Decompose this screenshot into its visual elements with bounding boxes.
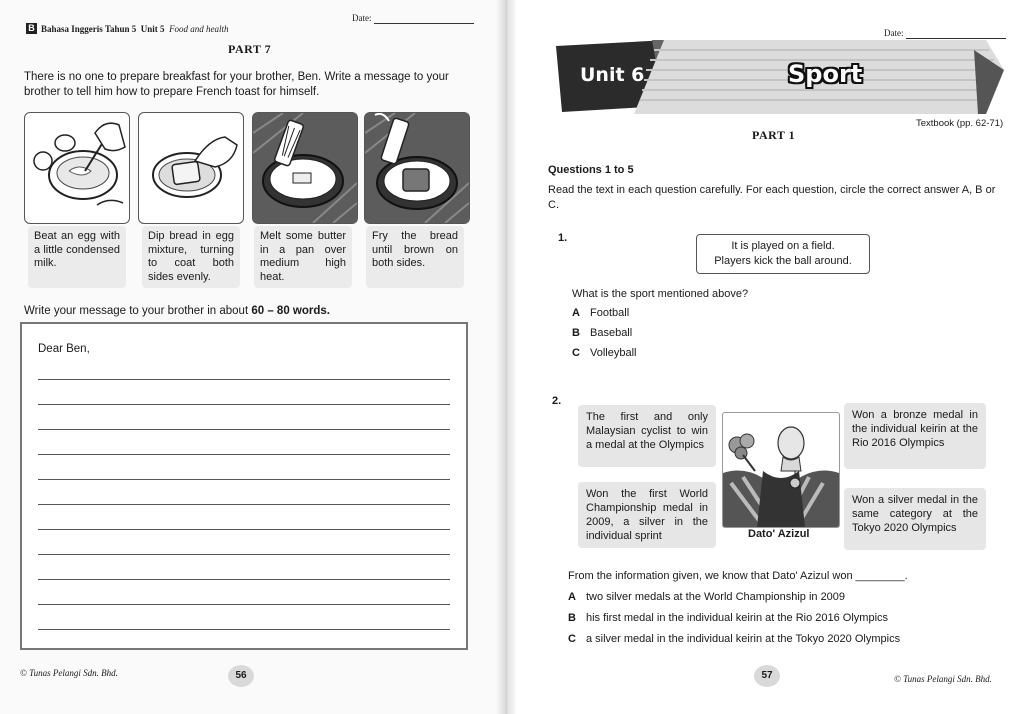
question-1-option-b[interactable] [572,327,632,339]
unit-topic: Food and health [169,24,229,34]
textbook-reference: Textbook (pp. 62-71) [916,118,1004,129]
question-1-number: 1. [558,232,568,244]
date-label: Date: [352,13,372,23]
option-letter: A [568,591,576,603]
instruction-right: Read the text in each question carefully. For each question, circle the correct answer A, B or C. [548,184,996,211]
date-line[interactable] [906,28,1006,39]
unit-badge: Unit 6 [580,64,645,86]
date-field-right[interactable] [884,28,1006,39]
date-field[interactable] [352,13,474,24]
option-letter: C [572,347,580,359]
info-box-first-medal: The first and only Malaysian cyclist to win a medal at the Olympics [578,405,716,467]
writing-line[interactable] [38,529,450,530]
step-image-fry-bread [364,112,470,224]
option-text: his first medal in the individual keirin at the Rio 2016 Olympics [586,612,889,624]
option-letter: B [572,327,580,339]
book-title: Bahasa Inggeris Tahun 5 [41,24,137,34]
question-2-option-b[interactable] [568,612,888,624]
step-caption-1: Beat an egg with a little condensed milk. [28,226,126,288]
unit-title: Sport [788,60,863,88]
writing-line[interactable] [38,554,450,555]
option-letter: B [568,612,576,624]
question-2-number: 2. [552,395,562,407]
write-prompt [24,304,330,319]
question-1-box-line-1: It is played on a field. [731,240,835,252]
info-box-world-championship: Won the first World Championship medal in 2009, a silver in the individual sprint [578,482,716,548]
writing-line[interactable] [38,379,450,380]
writing-line[interactable] [38,579,450,580]
athlete-name: Dato' Azizul [748,528,810,540]
unit-label: Unit 5 [140,24,165,34]
question-1-box-line-2: Players kick the ball around. [714,255,852,267]
option-text: Football [590,307,630,319]
athlete-photo [722,412,840,528]
writing-line[interactable] [38,504,450,505]
copyright-footer: © Tunas Pelangi Sdn. Bhd. [20,668,118,678]
option-text: Volleyball [590,347,637,359]
step-image-beat-egg [24,112,130,224]
writing-area[interactable] [20,322,468,650]
question-1-option-a[interactable] [572,307,629,319]
questions-heading: Questions 1 to 5 [548,164,634,176]
writing-line[interactable] [38,454,450,455]
question-1-option-c[interactable] [572,347,636,359]
date-line[interactable] [374,13,474,24]
instruction-text: There is no one to prepare breakfast for your brother, Ben. Write a message to your brother to tell him how to prepare French toast for himself. [24,71,449,98]
writing-line[interactable] [38,429,450,430]
writing-line[interactable] [38,404,450,405]
running-header [41,24,229,34]
question-2-option-c[interactable] [568,633,900,645]
part-title-right: PART 1 [752,128,796,142]
question-2-prompt: From the information given, we know that Dato' Azizul won ________. [568,570,908,582]
question-2-option-a[interactable] [568,591,845,603]
book-logo-icon: B [26,23,37,34]
step-image-melt-butter [252,112,358,224]
step-caption-2: Dip bread in egg mixture, turning to coat both sides evenly. [142,226,240,288]
info-box-tokyo-silver: Won a silver medal in the same category at the Tokyo 2020 Olympics [844,488,986,550]
writing-line[interactable] [38,604,450,605]
part-title: PART 7 [228,42,272,56]
step-caption-3: Melt some butter in a pan over medium high heat. [254,226,352,288]
word-count: 60 – 80 words. [251,305,330,317]
info-box-rio-bronze: Won a bronze medal in the individual keirin at the Rio 2016 Olympics [844,403,986,469]
option-text: two silver medals at the World Championship in 2009 [586,591,846,603]
option-text: Baseball [590,327,633,339]
greeting: Dear Ben, [38,343,90,355]
option-letter: C [568,633,576,645]
page-number-right: 57 [754,665,780,687]
writing-line[interactable] [38,479,450,480]
step-caption-4: Fry the bread until brown on both sides. [366,226,464,288]
option-text: a silver medal in the individual keirin at the Tokyo 2020 Olympics [586,633,901,645]
step-image-dip-bread [138,112,244,224]
book-gutter [496,0,516,714]
copyright-footer-right: © Tunas Pelangi Sdn. Bhd. [894,674,992,684]
date-label: Date: [884,28,904,38]
write-prompt-text: Write your message to your brother in about [24,305,249,317]
option-letter: A [572,307,580,319]
question-1-text-box [696,234,870,274]
question-1-prompt: What is the sport mentioned above? [572,288,749,300]
left-page [0,0,506,714]
page-number: 56 [228,665,254,687]
writing-line[interactable] [38,629,450,630]
